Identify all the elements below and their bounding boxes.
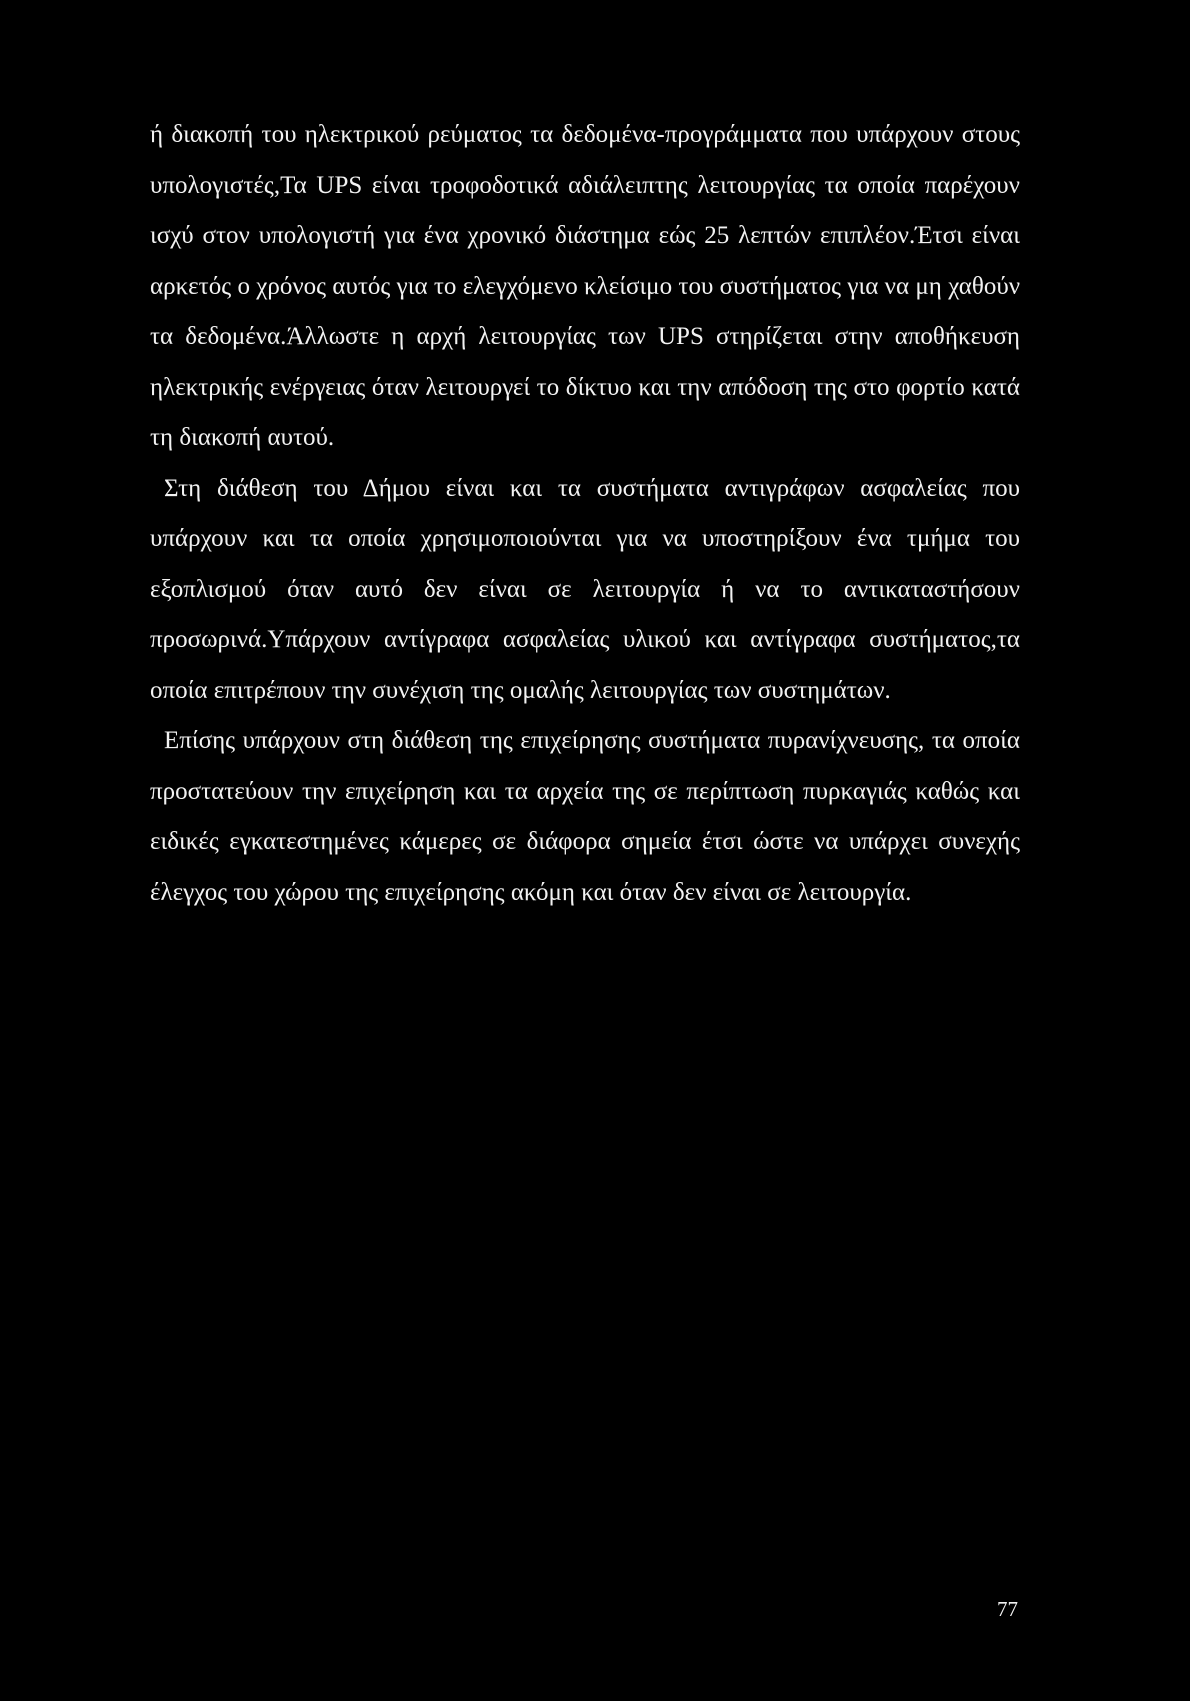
paragraph-backup-systems: Στη διάθεση του Δήμου είναι και τα συστήματα αντιγράφων ασφαλείας που υπάρχουν και τα οποία χρησιμοποιούνται για να υποστηρίξουν ένα τμήμα του εξοπλισμού όταν αυτό δεν είναι σε λειτουργία ή να το αντικαταστήσουν προσωρινά.Υπάρχουν αντίγραφα ασφαλείας υλικού και αντίγραφα συστήματος,τα οποία επιτρέπουν την συνέχιση της ομαλής λειτουργίας των συστημάτων.: [150, 474, 1020, 704]
document-body: [150, 110, 1020, 918]
paragraph-ups: ή διακοπή του ηλεκτρικού ρεύματος τα δεδομένα-προγράμματα που υπάρχουν στους υπολογιστές,Τα UPS είναι τροφοδοτικά αδιάλειπτης λειτουργίας τα οποία παρέχουν ισχύ στον υπολογιστή για ένα χρονικό διάστημα εώς 25 λεπτών επιπλέον.Έτσι είναι αρκετός ο χρόνος αυτός για το ελεγχόμενο κλείσιμο του συστήματος για να μη χαθούν τα δεδομένα.Άλλωστε η αρχή λειτουργίας των UPS στηρίζεται στην αποθήκευση ηλεκτρικής ενέργειας όταν λειτουργεί το δίκτυο και την απόδοση της στο φορτίο κατά τη διακοπή αυτού.: [150, 121, 1020, 451]
paragraph-fire-detection: Επίσης υπάρχουν στη διάθεση της επιχείρησης συστήματα πυρανίχνευσης, τα οποία προστατεύουν την επιχείρηση και τα αρχεία της σε περίπτωση πυρκαγιάς καθώς και ειδικές εγκατεστημένες κάμερες σε διάφορα σημεία έτσι ώστε να υπάρχει συνεχής έλεγχος του χώρου της επιχείρησης ακόμη και όταν δεν είναι σε λειτουργία.: [150, 727, 1020, 906]
page-number: 77: [997, 1597, 1018, 1621]
